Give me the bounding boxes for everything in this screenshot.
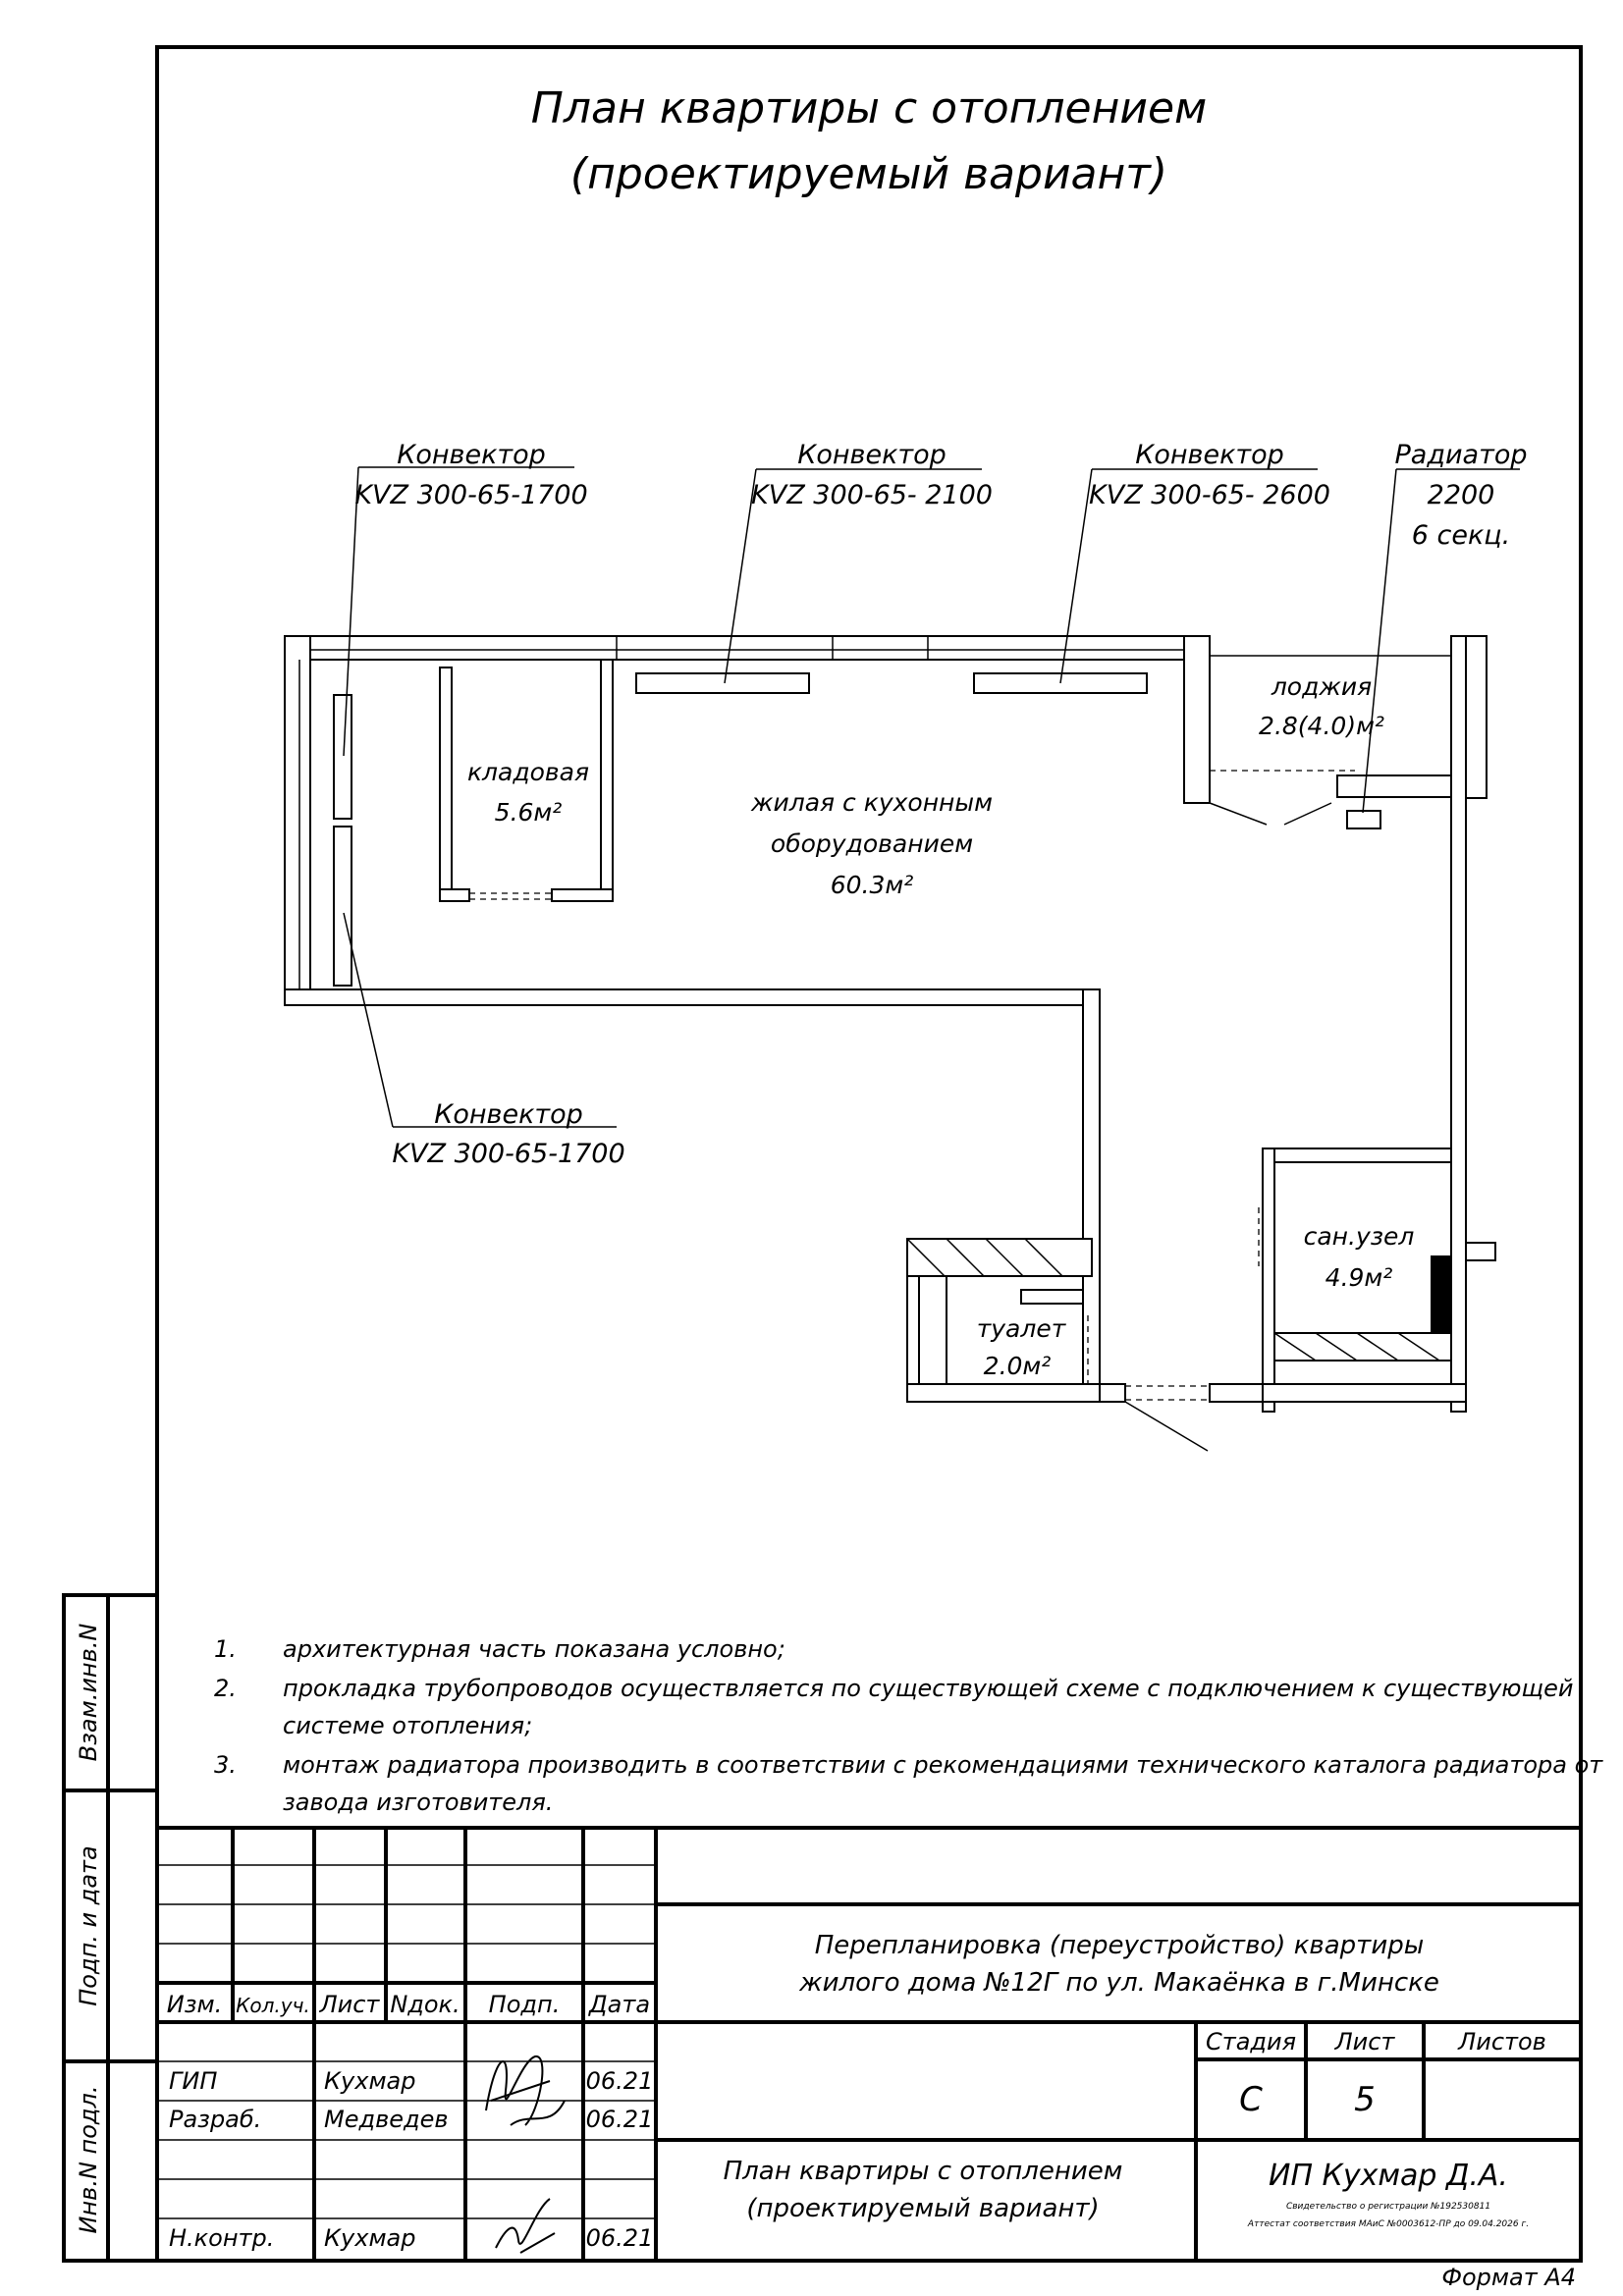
callout-3-label: Конвектор [1135,440,1284,470]
wall-toilet-left [907,1276,919,1402]
drawing-title-line1: План квартиры с отоплением [530,83,1208,133]
note-3-text2: завода изготовителя. [283,1789,554,1816]
room-bathroom-area: 4.9м² [1325,1263,1393,1292]
callout-4-model: 2200 [1427,480,1495,510]
header-list: Лист [319,1991,380,2018]
project-title-line2: жилого дома №12Г по ул. Макаёнка в г.Минске [799,1968,1439,1998]
room-loggia-area: 2.8(4.0)м² [1259,712,1384,740]
header-data: Дата [588,1991,651,2018]
role-razrab-name: Медведев [324,2106,449,2133]
callout-2-model: KVZ 300-65- 2100 [751,480,993,510]
convector-top-1 [636,673,809,693]
sheet-label: Лист [1334,2028,1395,2056]
header-koluch: Кол.уч. [236,1994,310,2017]
wall-right [1451,636,1466,1412]
signature-nkontr [496,2199,555,2253]
role-gip-date: 06.21 [585,2067,654,2095]
notes [214,1635,1603,1816]
radiator-loggia [1347,811,1380,828]
header-ndok: Nдок. [390,1991,460,2018]
role-nkontr: Н.контр. [169,2224,275,2252]
role-nkontr-date: 06.21 [585,2224,654,2252]
role-nkontr-name: Кухмар [324,2224,416,2252]
note-3-num: 3. [214,1751,237,1779]
note-2-num: 2. [214,1675,237,1702]
toilet-duct [907,1239,1092,1276]
wall-storage-right [601,660,613,901]
header-izm: Изм. [166,1991,223,2018]
room-living-area: 60.3м² [830,871,914,899]
room-loggia-name: лоджия [1271,672,1373,701]
note-1-num: 1. [214,1635,237,1663]
convector-left-2 [334,827,352,986]
role-gip-name: Кухмар [324,2067,416,2095]
wall-bathroom-top [1263,1148,1451,1162]
room-living-name2: оборудованием [770,829,974,858]
wall-storage-left [440,667,452,901]
format-label: Формат А4 [1441,2264,1576,2291]
room-storage-area: 5.6м² [494,798,563,827]
callout-2-label: Конвектор [797,440,947,470]
role-razrab-date: 06.21 [585,2106,654,2133]
company-name: ИП Кухмар Д.А. [1269,2159,1508,2193]
header-podp: Подп. [488,1991,561,2018]
room-toilet-area: 2.0м² [983,1352,1052,1380]
company-cert-registration: Свидетельство о регистрации №192530811 [1285,2202,1491,2212]
note-1-text: архитектурная часть показана условно; [283,1635,785,1663]
callout-4-label: Радиатор [1394,440,1528,470]
callout-5-model: KVZ 300-65-1700 [392,1139,625,1169]
wall-loggia-left [1184,636,1210,803]
role-razrab: Разраб. [169,2106,262,2133]
side-stamp-inv: Инв.N подл. [75,2085,102,2234]
sheet-title-line2: (проектируемый вариант) [746,2194,1100,2223]
side-stamp-vzam: Взам.инв.N [75,1623,102,1762]
side-stamp-podp: Подп. и дата [75,1845,102,2006]
room-bathroom-name: сан.узел [1303,1222,1415,1251]
wall-left [285,636,310,1005]
callout-1-model: KVZ 300-65-1700 [354,480,588,510]
floor-plan [285,636,1495,1451]
room-toilet-name: туалет [976,1314,1066,1343]
callout-4-sections: 6 секц. [1411,520,1511,551]
stage-label: Стадия [1205,2028,1297,2056]
wall-living-bottom [285,989,1100,1005]
wall-corridor [1083,989,1100,1384]
role-gip: ГИП [169,2067,218,2095]
wall-top [285,636,1184,660]
room-living-name1: жилая с кухонным [750,788,994,817]
callout-5-label: Конвектор [434,1099,583,1130]
callout-1-label: Конвектор [397,440,546,470]
callout-3-model: KVZ 300-65- 2600 [1089,480,1330,510]
sheet-title-line1: План квартиры с отоплением [723,2157,1123,2186]
side-stamp [64,1595,157,2261]
wall-bathroom-left [1263,1148,1274,1412]
room-storage-name: кладовая [466,758,590,786]
note-2-text1: прокладка трубопроводов осуществляется по существующей схеме с подключением к существующей [283,1675,1574,1702]
drawing-title-line2: (проектируемый вариант) [569,149,1168,199]
project-title-line1: Перепланировка (переустройство) квартиры [814,1931,1425,1960]
convector-left-1 [334,695,352,819]
stage-value: С [1239,2080,1263,2119]
signature-gip [486,2056,565,2125]
sheets-label: Листов [1458,2028,1546,2056]
company-cert-attestation: Аттестат соответствия МАиС №0003612-ПР до 09.04.2026 г. [1247,2219,1530,2229]
note-3-text1: монтаж радиатора производить в соответствии с рекомендациями технического каталога радиатора от [283,1751,1603,1779]
note-2-text2: системе отопления; [283,1712,533,1739]
sheet-value: 5 [1354,2080,1376,2119]
